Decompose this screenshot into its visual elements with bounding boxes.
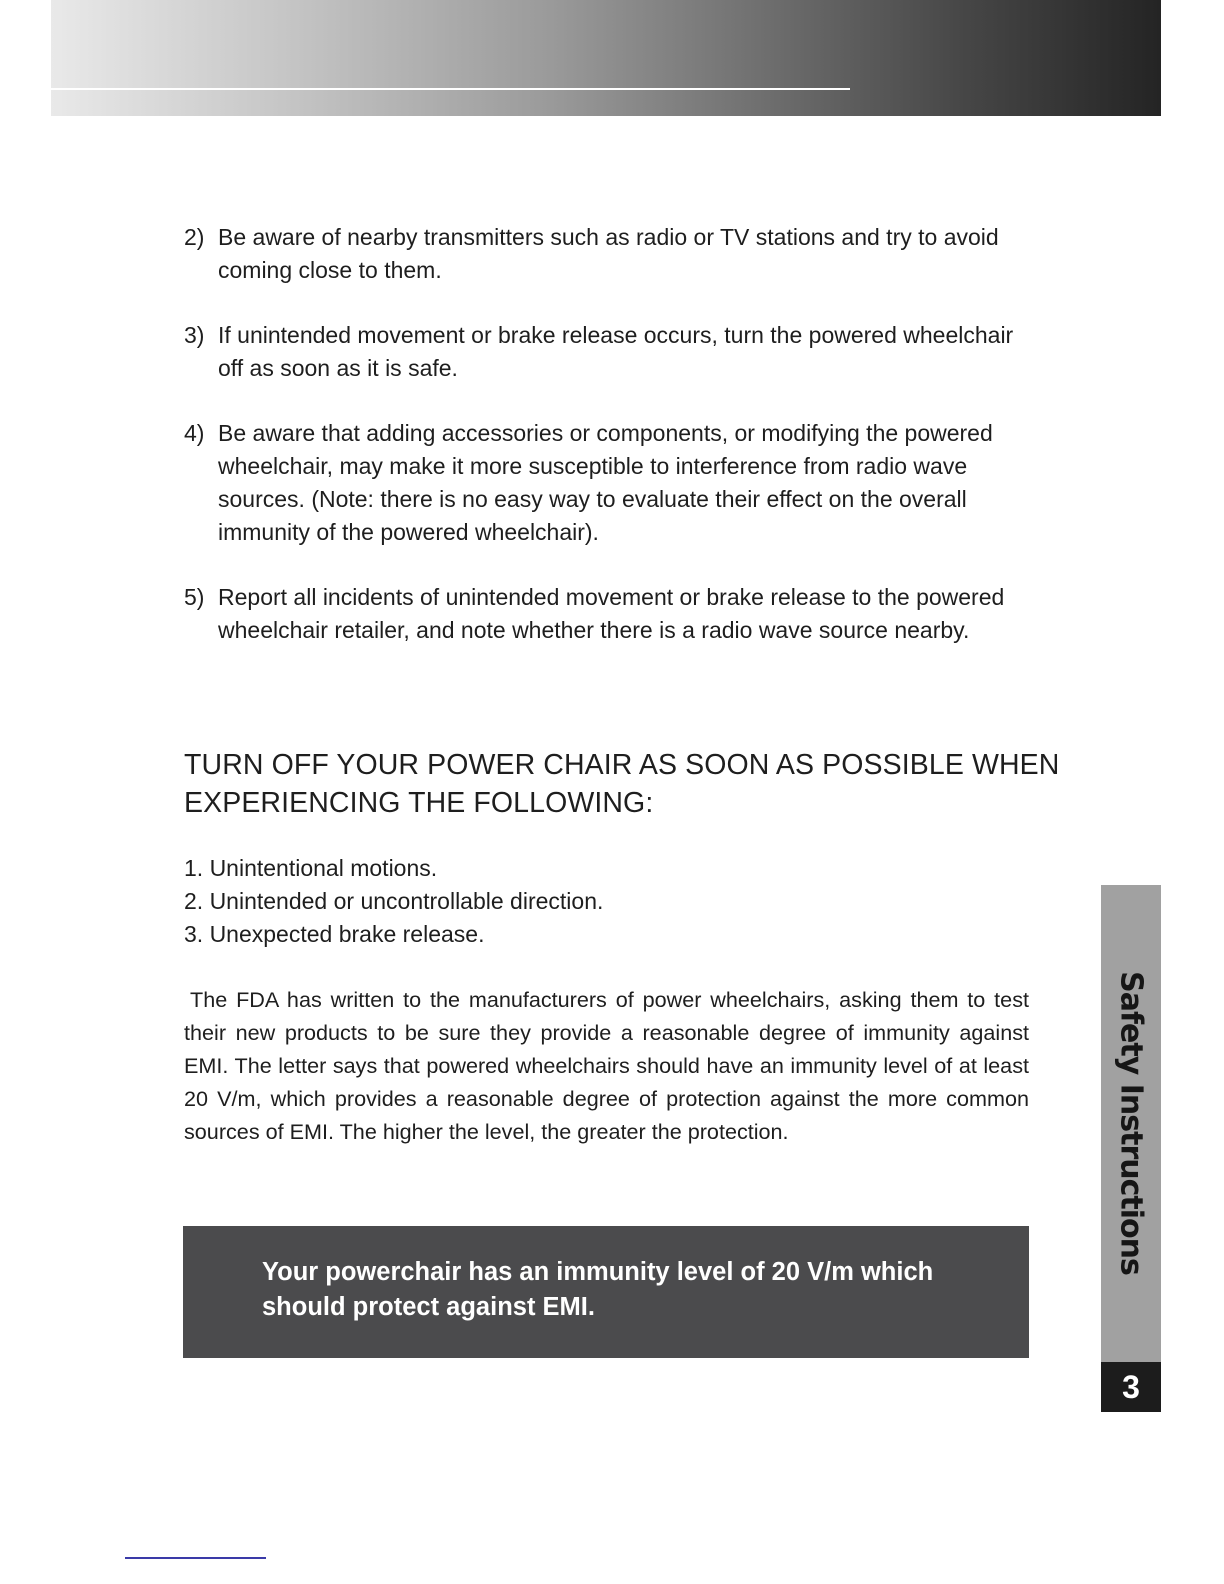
instruction-number: 5) bbox=[184, 584, 205, 610]
symptom-item: 3. Unexpected brake release. bbox=[184, 921, 485, 947]
instruction-item bbox=[184, 319, 1044, 385]
header-gradient-band bbox=[51, 0, 1161, 116]
page-number: 3 bbox=[1101, 1362, 1161, 1412]
callout-text bbox=[262, 1255, 982, 1325]
instruction-number: 4) bbox=[184, 420, 205, 446]
symptom-item: 1. Unintentional motions. bbox=[184, 855, 438, 881]
instruction-number: 3) bbox=[184, 322, 205, 348]
instruction-text: Be aware of nearby transmitters such as radio or TV stations and try to avoid coming close to them. bbox=[218, 224, 999, 283]
fda-paragraph: The FDA has written to the manufacturers of power wheelchairs, asking them to test their new products to be sure they provide a reasonable degree of immunity against EMI. The letter says that powered wheelchairs should have an immunity level of at least 20 V/m, which provides a reasonable degree of protection against the more common sources of EMI. The higher the level, the greater the protection. bbox=[184, 987, 1029, 1144]
instruction-text: If unintended movement or brake release occurs, turn the powered wheelchair off as soon as it is safe. bbox=[218, 322, 1014, 381]
callout-line: should protect against EMI. bbox=[262, 1293, 595, 1321]
instruction-item bbox=[184, 417, 1044, 549]
section-tab-label: Safety Instructions bbox=[1113, 971, 1149, 1275]
symptom-item: 2. Unintended or uncontrollable direction. bbox=[184, 888, 604, 914]
callout-line: Your powerchair has an immunity level of 20 V/m which bbox=[262, 1258, 934, 1286]
instruction-text: Be aware that adding accessories or components, or modifying the powered wheelchair, may make it more susceptible to interference from radio wave sources. (Note: there is no easy way to evaluate their effect on the overall immunity of the powered wheelchair). bbox=[218, 420, 993, 545]
section-side-tab bbox=[1101, 885, 1161, 1362]
symptom-list bbox=[184, 852, 1044, 951]
instruction-number: 2) bbox=[184, 224, 205, 250]
immunity-callout bbox=[183, 1226, 1029, 1358]
instruction-item bbox=[184, 581, 1044, 647]
footer-rule bbox=[125, 1557, 266, 1559]
instruction-item bbox=[184, 221, 1044, 287]
instruction-text: Report all incidents of unintended movement or brake release to the powered wheelchair retailer, and note whether there is a radio wave source nearby. bbox=[218, 584, 1005, 643]
header-rule bbox=[51, 88, 850, 90]
warning-heading: TURN OFF YOUR POWER CHAIR AS SOON AS POSSIBLE WHEN EXPERIENCING THE FOLLOWING: bbox=[184, 749, 1060, 819]
